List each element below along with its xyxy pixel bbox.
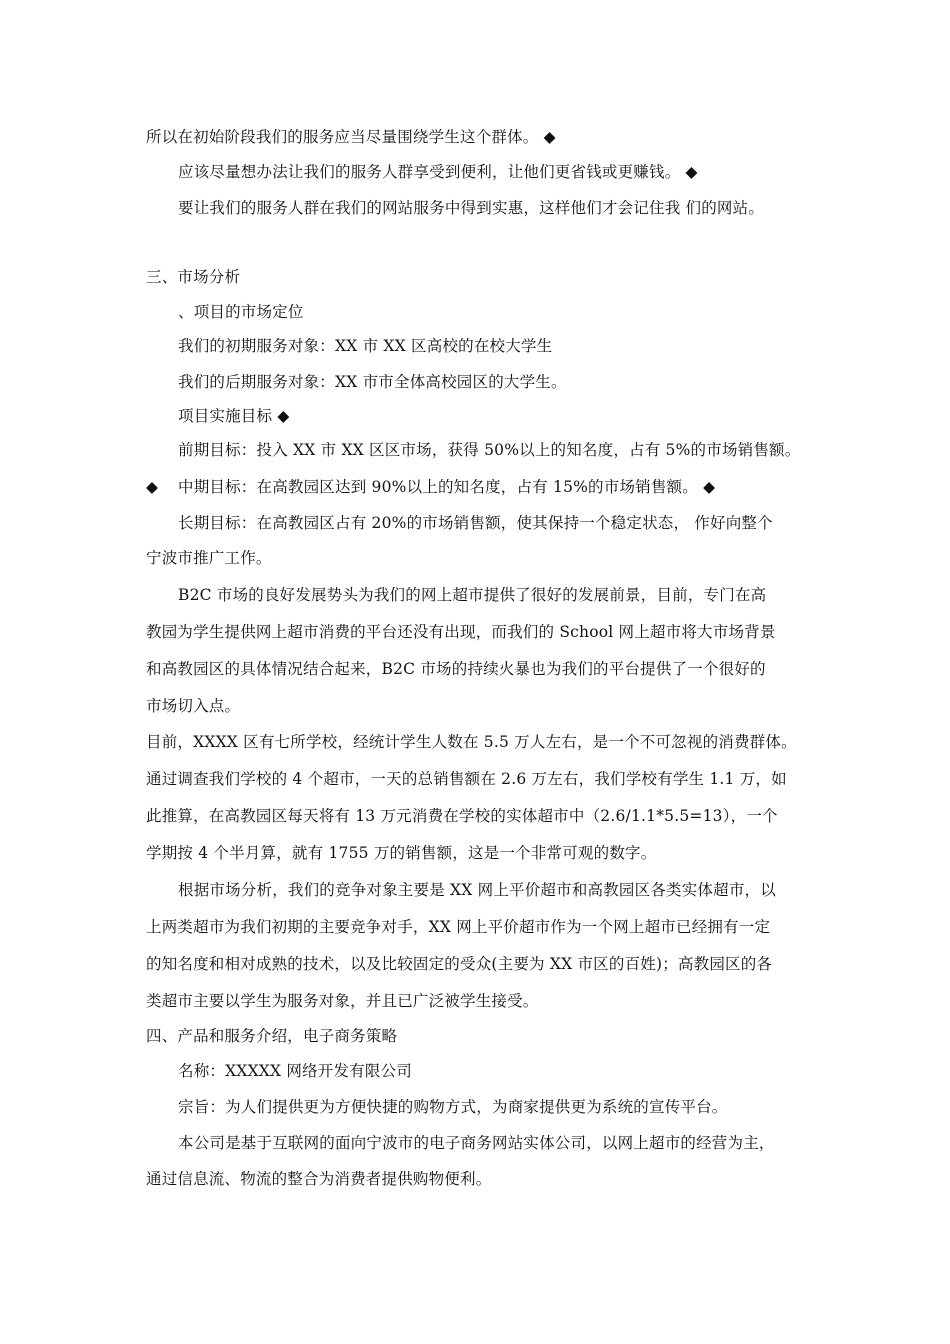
paragraph-line: 前期目标：投入 XX 市 XX 区区市场，获得 50%以上的知名度，占有 5%的市场销售额。 xyxy=(178,441,801,459)
paragraph-line: 应该尽量想办法让我们的服务人群享受到便利，让他们更省钱或更赚钱。 ◆ xyxy=(178,163,698,181)
subsection-heading: 、项目的市场定位 xyxy=(178,303,304,321)
paragraph-line: 我们的后期服务对象：XX 市市全体高校园区的大学生。 xyxy=(178,373,567,391)
paragraph-line: 目前，XXXX 区有七所学校，经统计学生人数在 5.5 万人左右，是一个不可忽视的消费群体。 xyxy=(146,733,797,751)
paragraph-line: 此推算，在高教园区每天将有 13 万元消费在学校的实体超市中（2.6/1.1*5.5=13），一个 xyxy=(146,807,778,825)
paragraph-line: 本公司是基于互联网的面向宁波市的电子商务网站实体公司，以网上超市的经营为主， xyxy=(178,1134,775,1152)
section-heading: 三、市场分析 xyxy=(146,268,241,286)
paragraph-line: 名称：XXXXX 网络开发有限公司 xyxy=(178,1062,413,1080)
paragraph-line: 我们的初期服务对象：XX 市 XX 区高校的在校大学生 xyxy=(178,337,553,355)
paragraph-line: 教园为学生提供网上超市消费的平台还没有出现，而我们的 School 网上超市将大市场背景 xyxy=(146,623,776,641)
paragraph-line: 和高教园区的具体情况结合起来，B2C 市场的持续火暴也为我们的平台提供了一个很好的 xyxy=(146,660,766,678)
paragraph-line: 类超市主要以学生为服务对象，并且已广泛被学生接受。 xyxy=(146,992,539,1010)
paragraph-line: 通过调查我们学校的 4 个超市，一天的总销售额在 2.6 万左右，我们学校有学生 1.1 万，如 xyxy=(146,770,787,788)
paragraph-line: B2C 市场的良好发展势头为我们的网上超市提供了很好的发展前景，目前，专门在高 xyxy=(178,586,767,604)
paragraph-line: 要让我们的服务人群在我们的网站服务中得到实惠，这样他们才会记住我 们的网站。 xyxy=(178,199,765,217)
paragraph-line: 学期按 4 个半月算，就有 1755 万的销售额，这是一个非常可观的数字。 xyxy=(146,844,657,862)
paragraph-line: 宗旨：为人们提供更为方便快捷的购物方式，为商家提供更为系统的宣传平台。 xyxy=(178,1098,728,1116)
paragraph-line: 长期目标：在高教园区占有 20%的市场销售额，使其保持一个稳定状态， 作好向整个 xyxy=(178,514,773,532)
paragraph-line: 的知名度和相对成熟的技术，以及比较固定的受众(主要为 XX 市区的百姓)；高教园区的各 xyxy=(146,955,773,973)
paragraph-line: 项目实施目标 ◆ xyxy=(178,407,290,425)
paragraph-line: 中期目标：在高教园区达到 90%以上的知名度，占有 15%的市场销售额。 ◆ xyxy=(178,478,716,496)
paragraph-line: 宁波市推广工作。 xyxy=(146,549,272,567)
paragraph-line: 市场切入点。 xyxy=(146,697,241,715)
bullet-diamond: ◆ xyxy=(146,478,159,496)
paragraph-line: 所以在初始阶段我们的服务应当尽量围绕学生这个群体。 ◆ xyxy=(146,128,556,146)
paragraph-line: 上两类超市为我们初期的主要竞争对手，XX 网上平价超市作为一个网上超市已经拥有一定 xyxy=(146,918,771,936)
section-heading: 四、产品和服务介绍，电子商务策略 xyxy=(146,1027,398,1045)
paragraph-line: 根据市场分析，我们的竞争对象主要是 XX 网上平价超市和高教园区各类实体超市，以 xyxy=(178,881,776,899)
paragraph-line: 通过信息流、物流的整合为消费者提供购物便利。 xyxy=(146,1170,492,1188)
